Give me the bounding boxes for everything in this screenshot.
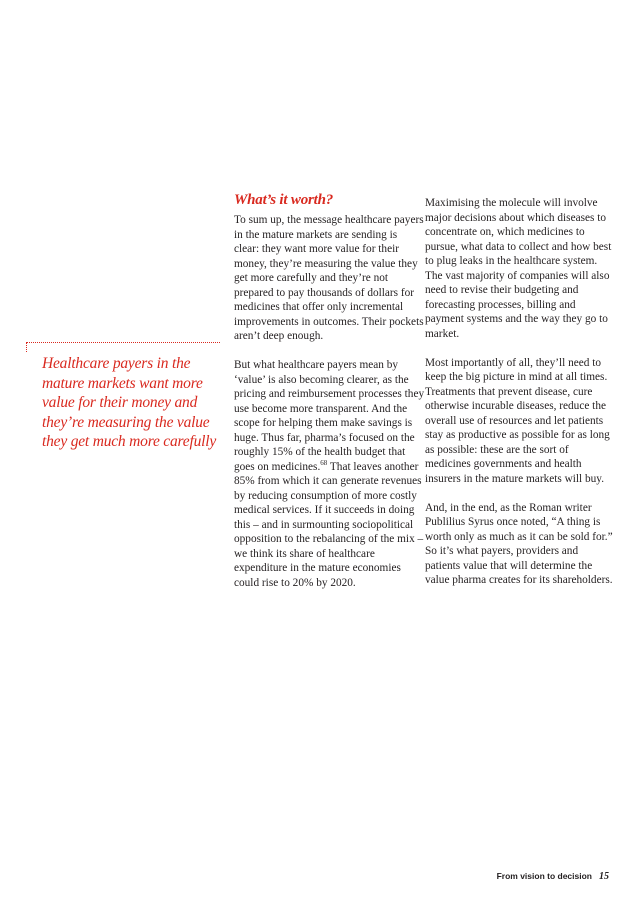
paragraph-text: That leaves another 85% from which it can generate revenues by reducing consumption of more costly medical services. If it succeeds in doing this – and in surmounting sociopolitical opposition to the rebalancing of the mix – we think its share of healthcare expenditure in the mature economies could rise to 20% by 2020. xyxy=(234,460,424,589)
paragraph: And, in the end, as the Roman writer Publilius Syrus once noted, “A thing is worth only as much as it can be sold for.” So it’s what payers, providers and patients value that will determine the value pharma creates for its shareholders. xyxy=(425,501,613,586)
pull-quote-text: Healthcare payers in the mature markets want more value for their money and they’re measuring the value they get much more carefully xyxy=(42,355,217,451)
article-column-2 xyxy=(425,196,616,602)
report-title: From vision to decision xyxy=(496,871,592,881)
paragraph-text: But what healthcare payers mean by ‘value’ is also becoming clearer, as the pricing and reimbursement processes they use become more transparent. And the scope for helping them make savings is huge. Thus far, pharma’s focused on the roughly 15% of the health budget that goes on medicines. xyxy=(234,359,425,473)
page-number: 15 xyxy=(599,871,609,882)
paragraph: Most importantly of all, they’ll need to keep the big picture in mind at all times. Treatments that prevent disease, cure otherwise incurable diseases, reduce the overall use of resources and let patients stay as productive as possible for as long as possible: these are the sort of medicines governments and health insurers in the mature markets will buy. xyxy=(425,356,610,485)
pull-quote xyxy=(26,342,220,452)
page-footer xyxy=(497,871,609,882)
paragraph: Maximising the molecule will involve major decisions about which diseases to concentrate on, which medicines to pursue, what data to collect and how best to plug leaks in the healthcare system. The vast majority of companies will also need to revise their budgeting and forecasting processes, billing and payment systems and the way they go to market. xyxy=(425,197,612,340)
footnote-marker: 68 xyxy=(320,458,328,467)
section-heading: What’s it worth? xyxy=(234,192,334,208)
paragraph xyxy=(234,358,425,590)
paragraph: To sum up, the message healthcare payers in the mature markets are sending is clear: they want more value for their money, they’re measuring the value they get more carefully and they’re not prepared to pay thousands of dollars for medicines that offer only incremental improvements in outcomes. Their pockets aren’t deep enough. xyxy=(234,214,424,342)
article-column-1 xyxy=(234,192,425,605)
